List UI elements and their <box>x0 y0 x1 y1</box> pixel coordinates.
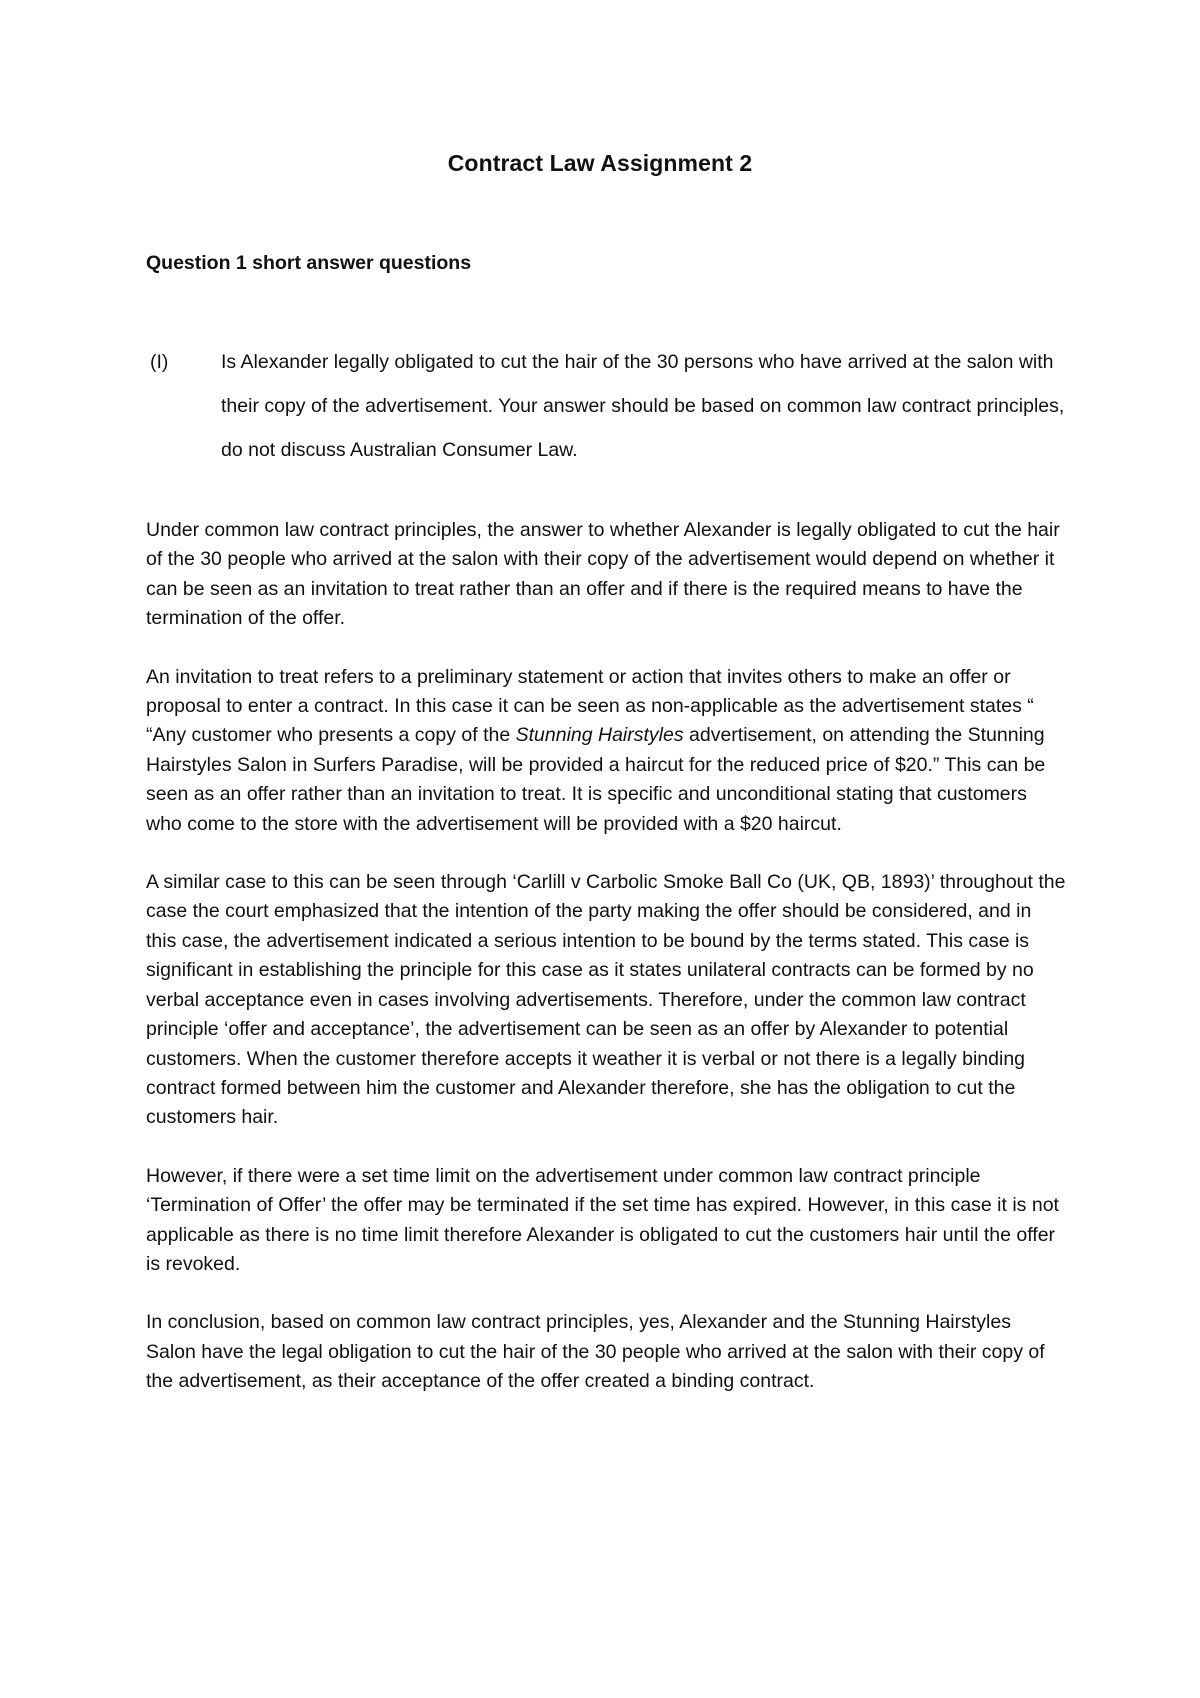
question-number: (I) <box>150 351 169 373</box>
question-heading: Question 1 short answer questions <box>146 252 472 274</box>
paragraph-invitation-italic: Stunning Hairstyles <box>515 724 684 747</box>
paragraph-invitation-part-1: An invitation to treat refers to a preliminary statement or action that invites others to make an offer or proposal to enter a contract. In this case it can be seen as non-applicable as the advertisement states “ “Any customer who presents a copy of the <box>146 665 1034 747</box>
question-item <box>146 340 1066 472</box>
question-text: Is Alexander legally obligated to cut the hair of the 30 persons who have arrived at the salon with their copy of the advertisement. Your answer should be based on common law contract principles, do not discuss Australian Consumer Law. <box>221 351 1065 461</box>
document-title: Contract Law Assignment 2 <box>447 150 753 176</box>
paragraph-invitation-to-treat <box>146 663 1066 839</box>
paragraph-similar-case: A similar case to this can be seen through ‘Carlill v Carbolic Smoke Ball Co (UK, QB, 1893)’ throughout the case the court emphasized that the intention of the party making the offer should be considered, and in this case, the advertisement indicated a serious intention to be bound by the terms stated. This case is significant in establishing the principle for this case as it states unilateral contracts can be formed by no verbal acceptance even in cases involving advertisements. Therefore, under the common law contract principle ‘offer and acceptance’, the advertisement can be seen as an offer by Alexander to potential customers. When the customer therefore accepts it weather it is verbal or not there is a legally binding contract formed between him the customer and Alexander therefore, she has the obligation to cut the customers hair. <box>146 871 1066 1129</box>
paragraph-invitation-part-2: advertisement, on attending the Stunning Hairstyles Salon in Surfers Paradise, will be provided a haircut for the reduced price of $20.” This can be seen as an offer rather than an invitation to treat. It is specific and unconditional stating that customers who come to the store with the advertisement will be provided with a $20 haircut. <box>146 724 1046 835</box>
answer-body <box>146 516 1066 1397</box>
paragraph-intro: Under common law contract principles, the answer to whether Alexander is legally obligated to cut the hair of the 30 people who arrived at the salon with their copy of the advertisement would depend on whether it can be seen as an invitation to treat rather than an offer and if there is the required means to have the termination of the offer. <box>146 519 1060 630</box>
paragraph-conclusion: In conclusion, based on common law contract principles, yes, Alexander and the Stunning Hairstyles Salon have the legal obligation to cut the hair of the 30 people who arrived at the salon with their copy of the advertisement, as their acceptance of the offer created a binding contract. <box>146 1311 1045 1393</box>
paragraph-termination: However, if there were a set time limit on the advertisement under common law contract principle ‘Termination of Offer’ the offer may be terminated if the set time has expired. However, in this case it is not applicable as there is no time limit therefore Alexander is obligated to cut the customers hair until the offer is revoked. <box>146 1164 1059 1275</box>
